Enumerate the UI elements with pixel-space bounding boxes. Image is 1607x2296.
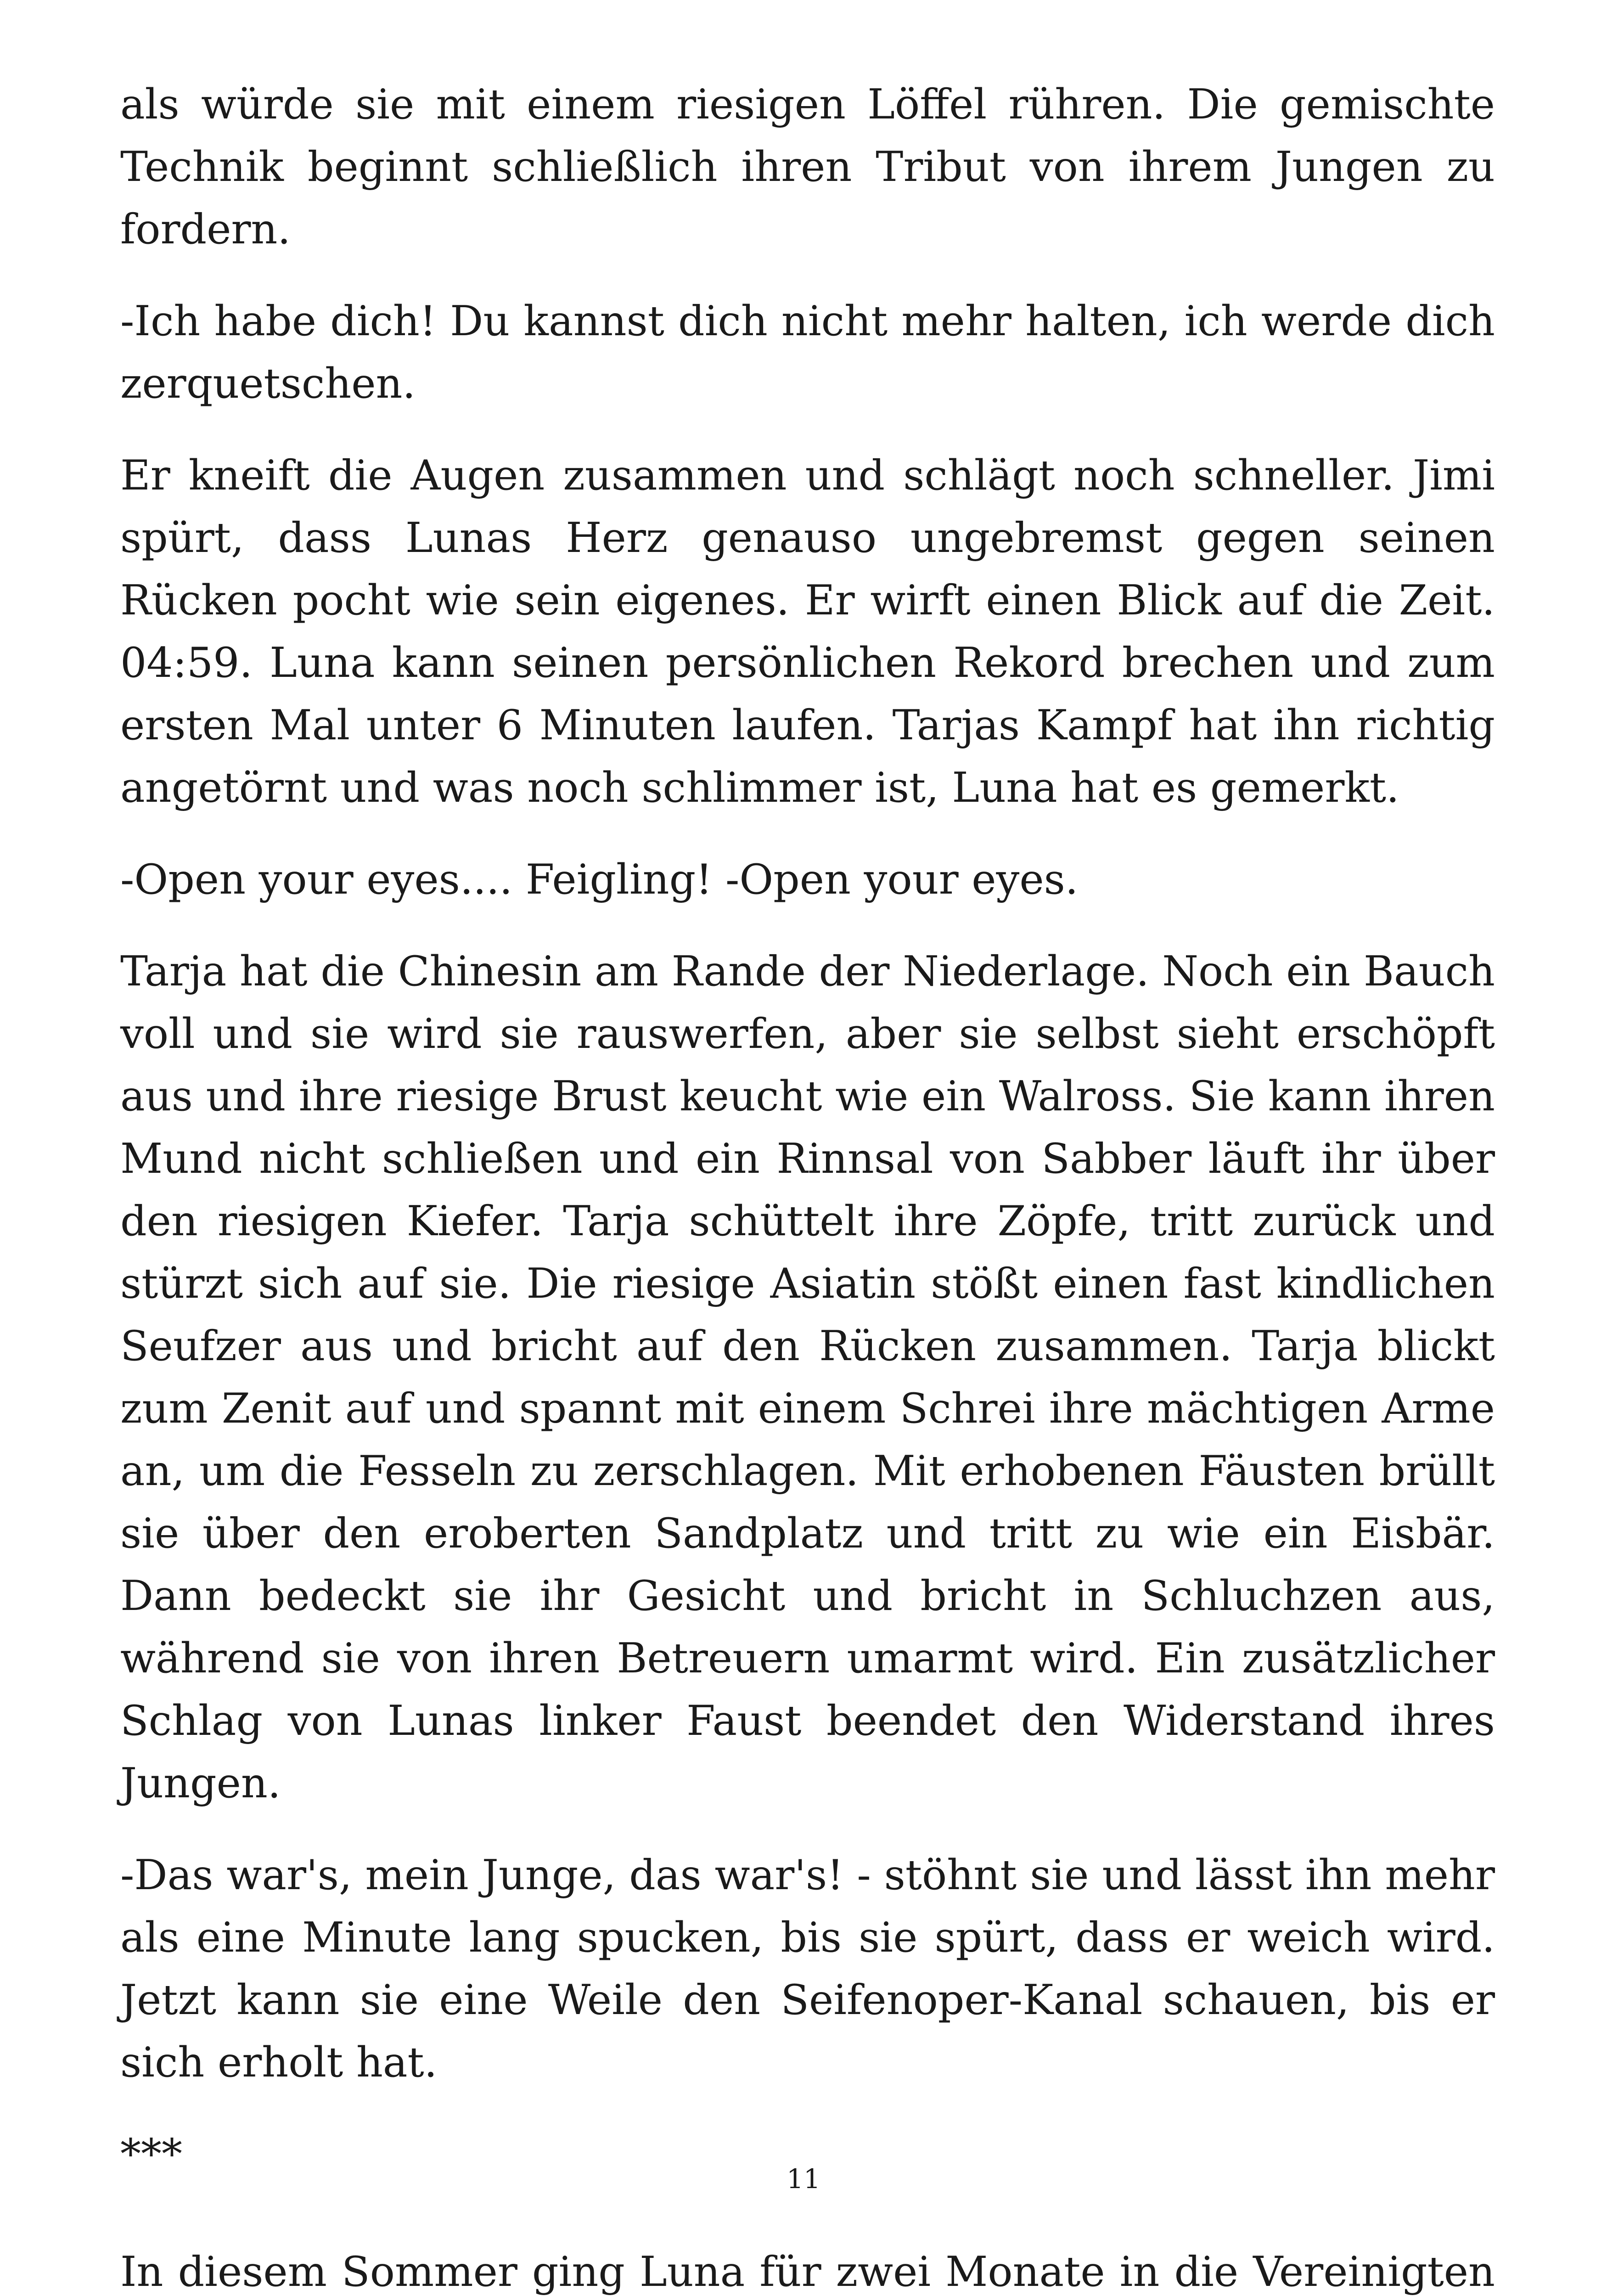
paragraph-5: Tarja hat die Chinesin am Rande der Niederlage. Noch ein Bauch voll und sie wird sie rauswerfen, aber sie selbst sieht erschöpft aus und ihre riesige Brust keucht wie ein Walross. Sie kann ihren Mund nicht schließen und ein Rinnsal von Sabber läuft ihr über den riesigen Kiefer. Tarja schüttelt ihre Zöpfe, tritt zurück und stürzt sich auf sie. Die riesige Asiatin stößt einen fast kindlichen Seufzer aus und bricht auf den Rücken zusammen. Tarja blickt zum Zenit auf und spannt mit einem Schrei ihre mächtigen Arme an, um die Fesseln zu zerschlagen. Mit erhobenen Fäusten brüllt sie über den eroberten Sandplatz und tritt zu wie ein Eisbär. Dann bedeckt sie ihr Gesicht und bricht in Schluchzen aus, während sie von ihren Betreuern umarmt wird. Ein zusätzlicher Schlag von Lunas linker Faust beendet den Widerstand ihres Jungen.	[120, 947, 1495, 1807]
paragraph-1: als würde sie mit einem riesigen Löffel rühren. Die gemischte Technik beginnt schließlich ihren Tribut von ihrem Jungen zu fordern.	[120, 80, 1495, 253]
paragraph-2-dialogue: -Ich habe dich! Du kannst dich nicht mehr halten, ich werde dich zerquetschen.	[120, 297, 1495, 408]
page-body	[120, 73, 1495, 2296]
paragraph-3: Er kneift die Augen zusammen und schlägt noch schneller. Jimi spürt, dass Lunas Herz genauso ungebremst gegen seinen Rücken pocht wie sein eigenes. Er wirft einen Blick auf die Zeit. 04:59. Luna kann seinen persönlichen Rekord brechen und zum ersten Mal unter 6 Minuten laufen. Tarjas Kampf hat ihn richtig angetörnt und was noch schlimmer ist, Luna hat es gemerkt.	[120, 451, 1495, 812]
paragraph-6-dialogue: -Das war's, mein Junge, das war's! - stöhnt sie und lässt ihn mehr als eine Minute lang spucken, bis sie spürt, dass er weich wird. Jetzt kann sie eine Weile den Seifenoper-Kanal schauen, bis er sich erholt hat.	[120, 1851, 1495, 2087]
page-number: 11	[787, 2163, 820, 2195]
section-separator: ***	[120, 2130, 182, 2178]
paragraph-closing: In diesem Sommer ging Luna für zwei Monate in die Vereinigten	[120, 2248, 1495, 2296]
paragraph-4-dialogue: -Open your eyes.... Feigling! -Open your eyes.	[120, 855, 1079, 904]
